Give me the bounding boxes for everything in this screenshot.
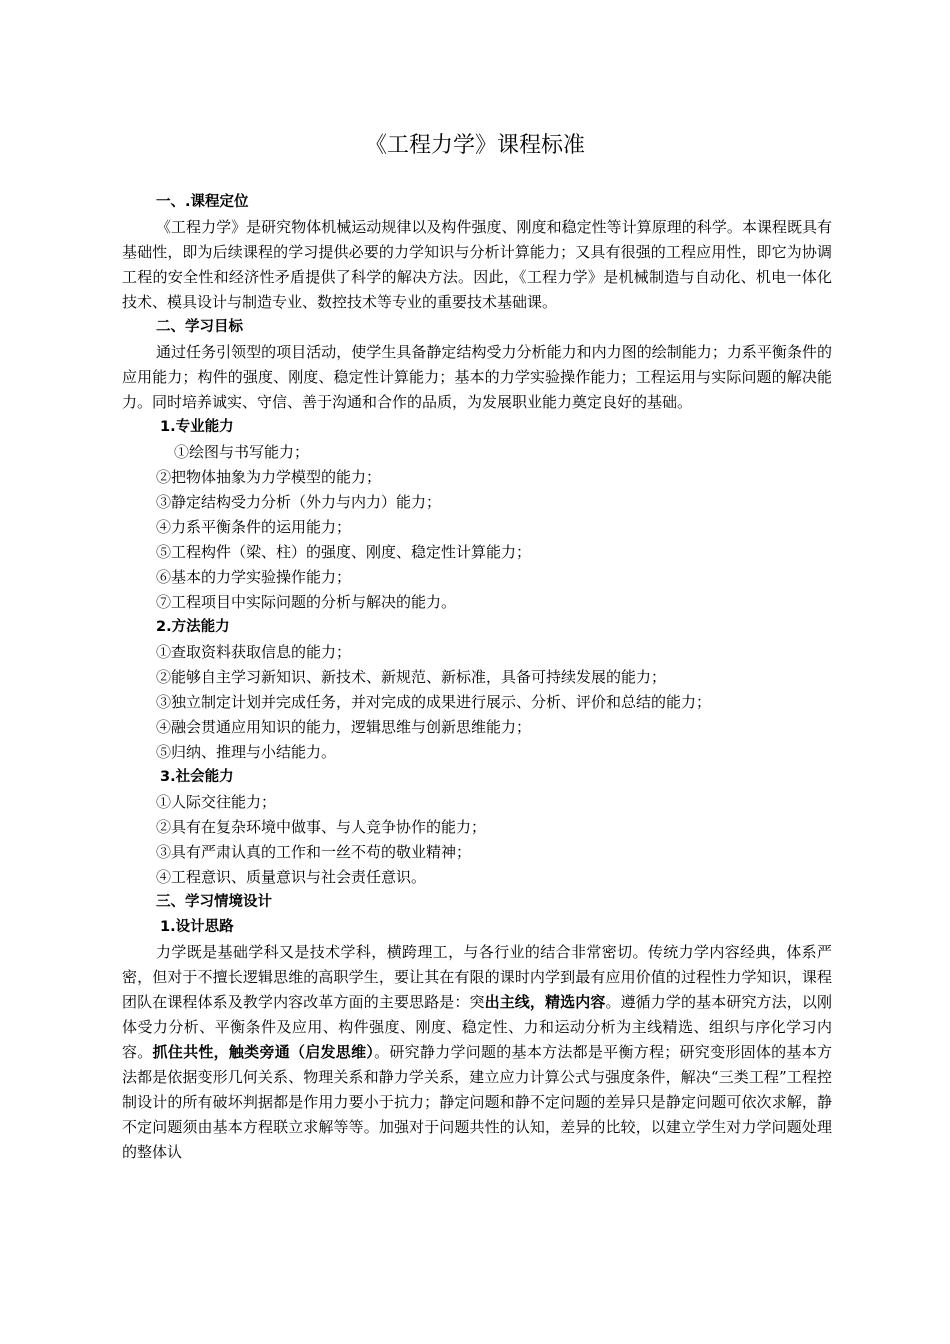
emphasis-main-line: 出主线，精选内容: [484, 993, 606, 1011]
list-item: ②能够自主学习新知识、新技术、新规范、新标准，具备可持续发展的能力；: [156, 668, 667, 686]
emphasis-commonality: 抓住共性，触类旁通（启发思维）: [152, 1043, 375, 1061]
list-item: ⑦工程项目中实际问题的分析与解决的能力。: [156, 593, 457, 611]
list-item: ⑤归纳、推理与小结能力。: [156, 743, 337, 761]
subheading-professional-ability: 1.专业能力: [160, 419, 234, 435]
list-item: ③具有严肃认真的工作和一丝不苟的敬业精神；: [156, 843, 472, 861]
text-run: 。研究静力学问题的基本方法都是平衡方程；研究变形固体的基本方法都是依据变形几何关系、物理关系和静力学关系，建立应力计算公式与强度条件，解决“三类工程”工程控制设计的所有破坏判据都是作用力要小于抗力；静定问题和静不定问题的差异只是静定问题可依次求解，静不定问题须由基本方程联立求解等等。加强对于问题共性的认知，差异的比较，以建立学生对力学问题处理的整体认: [122, 1043, 832, 1161]
list-item: ①绘图与书写能力；: [174, 443, 310, 461]
paragraph-objectives: 通过任务引领型的项目活动，使学生具备静定结构受力分析能力和内力图的绘制能力；力系平衡条件的应用能力；构件的强度、刚度、稳定性计算能力；基本的力学实验操作能力；工程运用与实际问题的解决能力。同时培养诚实、守信、善于沟通和合作的品质，为发展职业能力奠定良好的基础。: [122, 343, 832, 411]
text-run: 。遵循力学的基本研究方法，以刚体受力分析、平衡条件及应用、构件强度、刚度、稳定性、力和运动分析为主线精选、组织与序化学习内容。: [122, 993, 832, 1061]
list-item: ③独立制定计划并完成任务，并对完成的成果进行展示、分析、评价和总结的能力；: [156, 693, 712, 711]
list-item: ③静定结构受力分析（外力与内力）能力；: [156, 493, 442, 511]
section-heading-objectives: 二、学习目标: [156, 319, 243, 335]
list-item: ②把物体抽象为力学模型的能力；: [156, 468, 382, 486]
list-item: ⑥基本的力学实验操作能力；: [156, 568, 352, 586]
list-item: ④工程意识、质量意识与社会责任意识。: [156, 868, 427, 886]
subheading-method-ability: 2.方法能力: [156, 619, 230, 635]
document-title: 《工程力学》课程标准: [364, 133, 585, 158]
section-heading-positioning: 一、.课程定位: [156, 194, 249, 210]
list-item: ⑤工程构件（梁、柱）的强度、刚度、稳定性计算能力；: [156, 543, 532, 561]
section-heading-situation-design: 三、学习情境设计: [156, 894, 272, 910]
subheading-social-ability: 3.社会能力: [160, 769, 234, 785]
list-item: ①人际交往能力；: [156, 793, 277, 811]
list-item: ①查取资料获取信息的能力；: [156, 643, 352, 661]
list-item: ④力系平衡条件的运用能力；: [156, 518, 352, 536]
document-body: [122, 190, 832, 1165]
subheading-design-idea: 1.设计思路: [160, 919, 234, 935]
list-item: ②具有在复杂环境中做事、与人竞争协作的能力；: [156, 818, 487, 836]
paragraph-positioning: 《工程力学》是研究物体机械运动规律以及构件强度、刚度和稳定性等计算原理的科学。本课程既具有基础性，即为后续课程的学习提供必要的力学知识与分析计算能力；又具有很强的工程应用性，即它为协调工程的安全性和经济性矛盾提供了科学的解决方法。因此，《工程力学》是机械制造与自动化、机电一体化技术、模具设计与制造专业、数控技术等专业的重要技术基础课。: [122, 218, 832, 311]
text-run: 力学既是基础学科又是技术学科，横跨理工，与各行业的结合非常密切。传统力学内容经典，体系严密，但对于不擅长逻辑思维的高职学生，要让其在有限的课时内学到最有应用价值的过程性力学知识，课程团队在课程体系及教学内容改革方面的主要思路是：突: [122, 943, 832, 1011]
list-item: ④融会贯通应用知识的能力，逻辑思维与创新思维能力；: [156, 718, 532, 736]
paragraph-design-idea: [122, 940, 832, 1165]
